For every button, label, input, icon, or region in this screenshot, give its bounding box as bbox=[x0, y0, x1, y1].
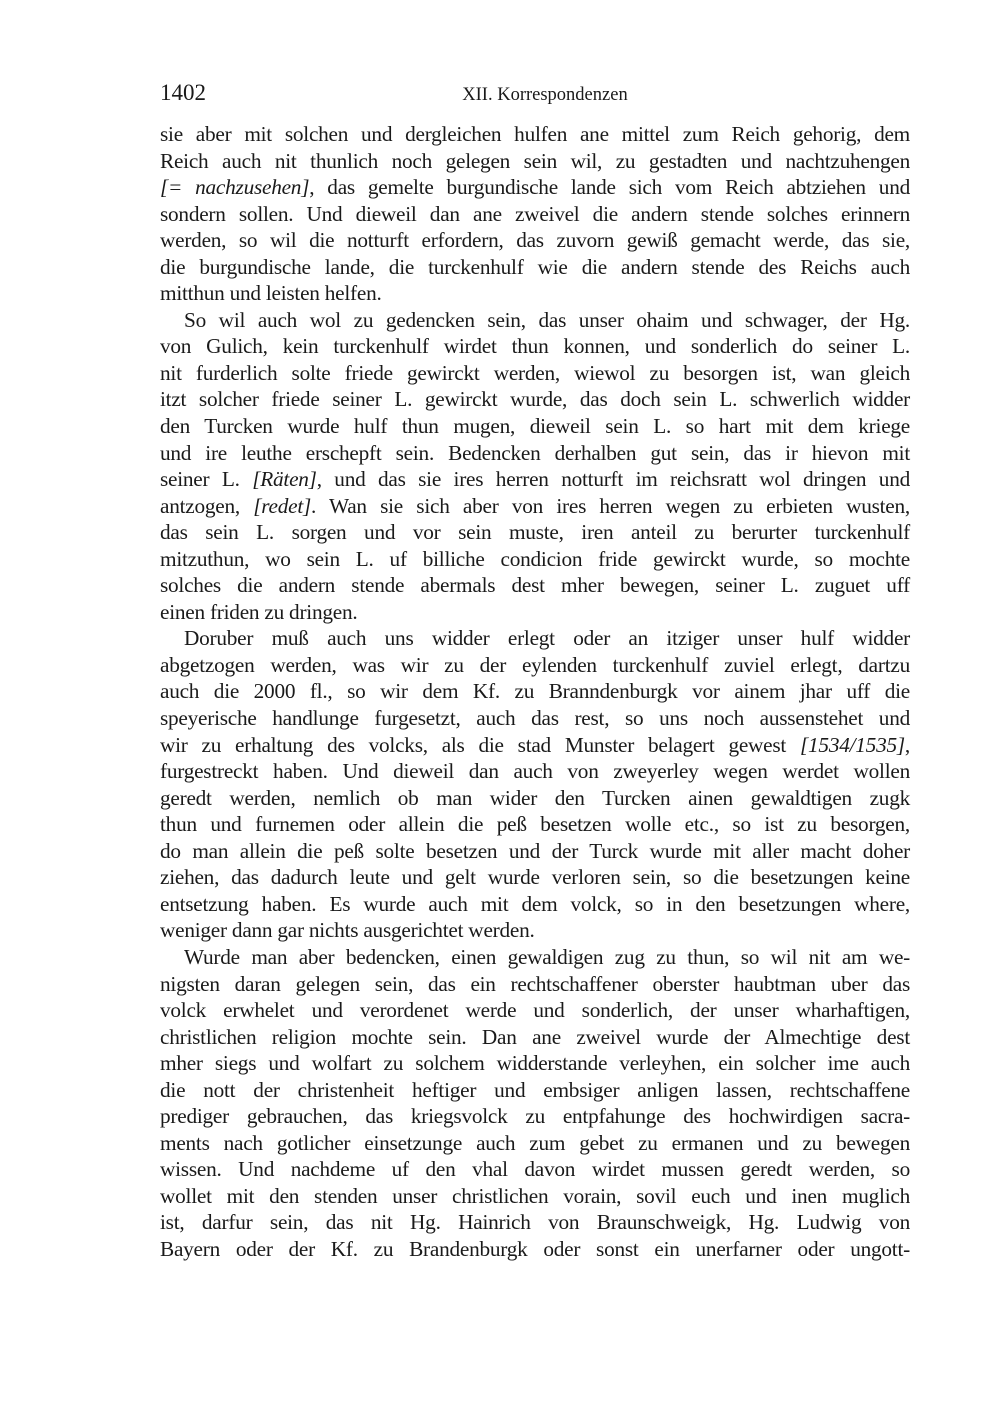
text-segment: antzogen, bbox=[160, 493, 254, 518]
text-segment: ments nach gotlicher einsetzunge auch zum gebet zu ermanen und zu bewegen bbox=[160, 1130, 910, 1155]
editorial-insertion: [1534/1535] bbox=[799, 732, 905, 757]
text-line bbox=[160, 280, 910, 307]
text-segment: thun und furnemen oder allein die peß besetzen wolle etc., so ist zu besorgen, bbox=[160, 812, 910, 837]
text-segment: abgetzogen werden, was wir zu der eylenden turckenhulf zuviel erlegt, dartzu bbox=[160, 652, 910, 677]
text-segment: mitthun und leisten helfen. bbox=[160, 281, 382, 306]
text-line bbox=[160, 1077, 910, 1104]
page-number: 1402 bbox=[160, 80, 206, 105]
text-segment: ziehen, das dadurch leute und gelt wurde verloren sein, so die besetzungen keine bbox=[160, 865, 910, 890]
text-line bbox=[160, 360, 910, 387]
text-segment: weniger dann gar nichts ausgerichtet werden. bbox=[160, 918, 535, 943]
text-segment: do man allein die peß solte besetzen und der Turck wurde mit aller macht doher bbox=[160, 838, 910, 863]
text-segment: geredt werden, nemlich ob man wider den Turcken ainen gewaldtigen zugk bbox=[160, 785, 910, 810]
paragraph bbox=[160, 121, 910, 307]
text-line bbox=[160, 333, 910, 360]
paragraph bbox=[160, 625, 910, 944]
text-segment: Wurde man aber bedencken, einen gewaldigen zug zu thun, so wil nit am we- bbox=[184, 944, 910, 969]
text-line bbox=[160, 997, 910, 1024]
text-segment: von Gulich, kein turckenhulf wirdet thun konnen, und sonderlich do seiner L. bbox=[160, 334, 910, 359]
text-line bbox=[160, 307, 910, 334]
text-line bbox=[160, 758, 910, 785]
text-segment: prediger gebrauchen, das kriegsvolck zu entpfahunge des hochwirdigen sacra- bbox=[160, 1104, 910, 1129]
text-line bbox=[160, 413, 910, 440]
text-segment: Doruber muß auch uns widder erlegt oder an itziger unser hulf widder bbox=[184, 626, 910, 651]
text-line bbox=[160, 1236, 910, 1263]
text-segment: wissen. Und nachdeme uf den vhal davon wirdet mussen geredt werden, so bbox=[160, 1157, 910, 1182]
text-segment: mitzuthun, wo sein L. uf billiche condicion fride gewirckt wurde, so mochte bbox=[160, 546, 910, 571]
text-segment: Bayern oder der Kf. zu Brandenburgk oder sonst ein unerfarner oder ungott- bbox=[160, 1236, 910, 1261]
text-segment: solches die andern stende abermals dest mher bewegen, seiner L. zuguet uff bbox=[160, 573, 910, 598]
text-segment: auch die 2000 fl., so wir dem Kf. zu Branndenburgk vor ainem jhar uff die bbox=[160, 679, 910, 704]
text-line bbox=[160, 652, 910, 679]
text-line bbox=[160, 440, 910, 467]
text-segment: nigsten daran gelegen sein, das ein rechtschaffener oberster haubtman uber das bbox=[160, 971, 910, 996]
text-segment: wollet mit den stenden unser christlichen vorain, sovil euch und inen muglich bbox=[160, 1183, 910, 1208]
body-text bbox=[160, 121, 910, 1263]
text-line bbox=[160, 227, 910, 254]
text-line bbox=[160, 254, 910, 281]
text-segment: das sein L. sorgen und vor sein muste, iren anteil zu berurter turckenhulf bbox=[160, 520, 910, 545]
text-segment: wir zu erhaltung des volcks, als die stad Munster belagert gewest bbox=[160, 732, 800, 757]
text-segment: die nott der christenheit heftiger und embsiger anligen lassen, rechtschaffene bbox=[160, 1077, 910, 1102]
text-line bbox=[160, 625, 910, 652]
text-line bbox=[160, 1130, 910, 1157]
text-segment: . Wan sie sich aber von ires herren wegen zu erbieten wusten, bbox=[311, 493, 910, 518]
text-segment: volck erwhelet und verordenet werde und sonderlich, der unser wharhaftigen, bbox=[160, 998, 910, 1023]
text-segment: Reich auch nit thunlich noch gelegen sein wil, zu gestadten und nachtzuhengen bbox=[160, 148, 910, 173]
text-line bbox=[160, 944, 910, 971]
text-line bbox=[160, 1050, 910, 1077]
text-line bbox=[160, 917, 910, 944]
text-segment: itzt solcher friede seiner L. gewirckt wurde, das doch sein L. schwerlich widder bbox=[160, 387, 910, 412]
text-segment: sondern sollen. Und dieweil dan ane zweivel die andern stende solches erinnern bbox=[160, 201, 910, 226]
paragraph bbox=[160, 307, 910, 626]
text-line bbox=[160, 1209, 910, 1236]
text-segment: werden, so wil die notturft erfordern, das zuvorn gewiß gemacht werde, das sie, bbox=[160, 228, 910, 253]
text-line bbox=[160, 971, 910, 998]
text-segment: sie aber mit solchen und dergleichen hulfen ane mittel zum Reich gehorig, dem bbox=[160, 122, 910, 146]
running-head: XII. Korrespondenzen bbox=[462, 85, 628, 105]
text-line bbox=[160, 201, 910, 228]
text-line bbox=[160, 386, 910, 413]
text-line bbox=[160, 1156, 910, 1183]
paragraph bbox=[160, 944, 910, 1263]
text-segment: , das gemelte burgundische lande sich vom Reich abtziehen und bbox=[309, 175, 910, 200]
text-line bbox=[160, 121, 910, 148]
text-segment: nit furderlich solte friede gewirckt werden, wiewol zu besorgen ist, wan gleich bbox=[160, 360, 910, 385]
text-segment: furgestreckt haben. Und dieweil dan auch von zweyerley wegen werdet wollen bbox=[160, 759, 910, 784]
text-segment: die burgundische lande, die turckenhulf wie die andern stende des Reichs auch bbox=[160, 254, 910, 279]
text-line bbox=[160, 732, 910, 759]
text-line bbox=[160, 785, 910, 812]
editorial-insertion: [= nachzusehen] bbox=[160, 175, 310, 200]
editorial-insertion: [redet] bbox=[253, 493, 312, 518]
text-line bbox=[160, 493, 910, 520]
text-segment: , bbox=[904, 732, 910, 757]
editorial-insertion: [Räten] bbox=[252, 467, 317, 492]
text-line bbox=[160, 678, 910, 705]
text-segment: christlichen religion mochte sein. Dan ane zweivel wurde der Almechtige dest bbox=[160, 1024, 910, 1049]
text-line bbox=[160, 838, 910, 865]
text-segment: mher siegs und wolfart zu solchem widderstande verleyhen, ein solcher ime auch bbox=[160, 1051, 910, 1076]
text-line bbox=[160, 519, 910, 546]
text-segment: den Turcken wurde hulf thun mugen, dieweil sein L. so hart mit dem kriege bbox=[160, 414, 910, 439]
text-line bbox=[160, 891, 910, 918]
text-line bbox=[160, 546, 910, 573]
text-line bbox=[160, 1183, 910, 1210]
text-segment: und ire leuthe erschepft sein. Bedencken derhalben gut sein, das ir hievon mit bbox=[160, 440, 910, 465]
text-line bbox=[160, 466, 910, 493]
text-line bbox=[160, 1024, 910, 1051]
text-segment: ist, darfur sein, das nit Hg. Hainrich von Braunschweigk, Hg. Ludwig von bbox=[160, 1210, 910, 1235]
text-segment: seiner L. bbox=[160, 467, 253, 492]
text-line bbox=[160, 599, 910, 626]
text-line bbox=[160, 1103, 910, 1130]
text-line bbox=[160, 864, 910, 891]
text-segment: speyerische handlunge furgesetzt, auch das rest, so uns noch aussenstehet und bbox=[160, 706, 910, 731]
text-line bbox=[160, 811, 910, 838]
text-line bbox=[160, 705, 910, 732]
text-segment: entsetzung haben. Es wurde auch mit dem volck, so in den besetzungen where, bbox=[160, 891, 910, 916]
page-header bbox=[160, 78, 910, 108]
text-segment: So wil auch wol zu gedencken sein, das unser ohaim und schwager, der Hg. bbox=[184, 307, 910, 332]
text-segment: , und das sie ires herren notturft im reichsratt wol dringen und bbox=[316, 467, 910, 492]
text-segment: einen friden zu dringen. bbox=[160, 599, 358, 624]
text-line bbox=[160, 174, 910, 201]
text-line bbox=[160, 148, 910, 175]
text-line bbox=[160, 572, 910, 599]
